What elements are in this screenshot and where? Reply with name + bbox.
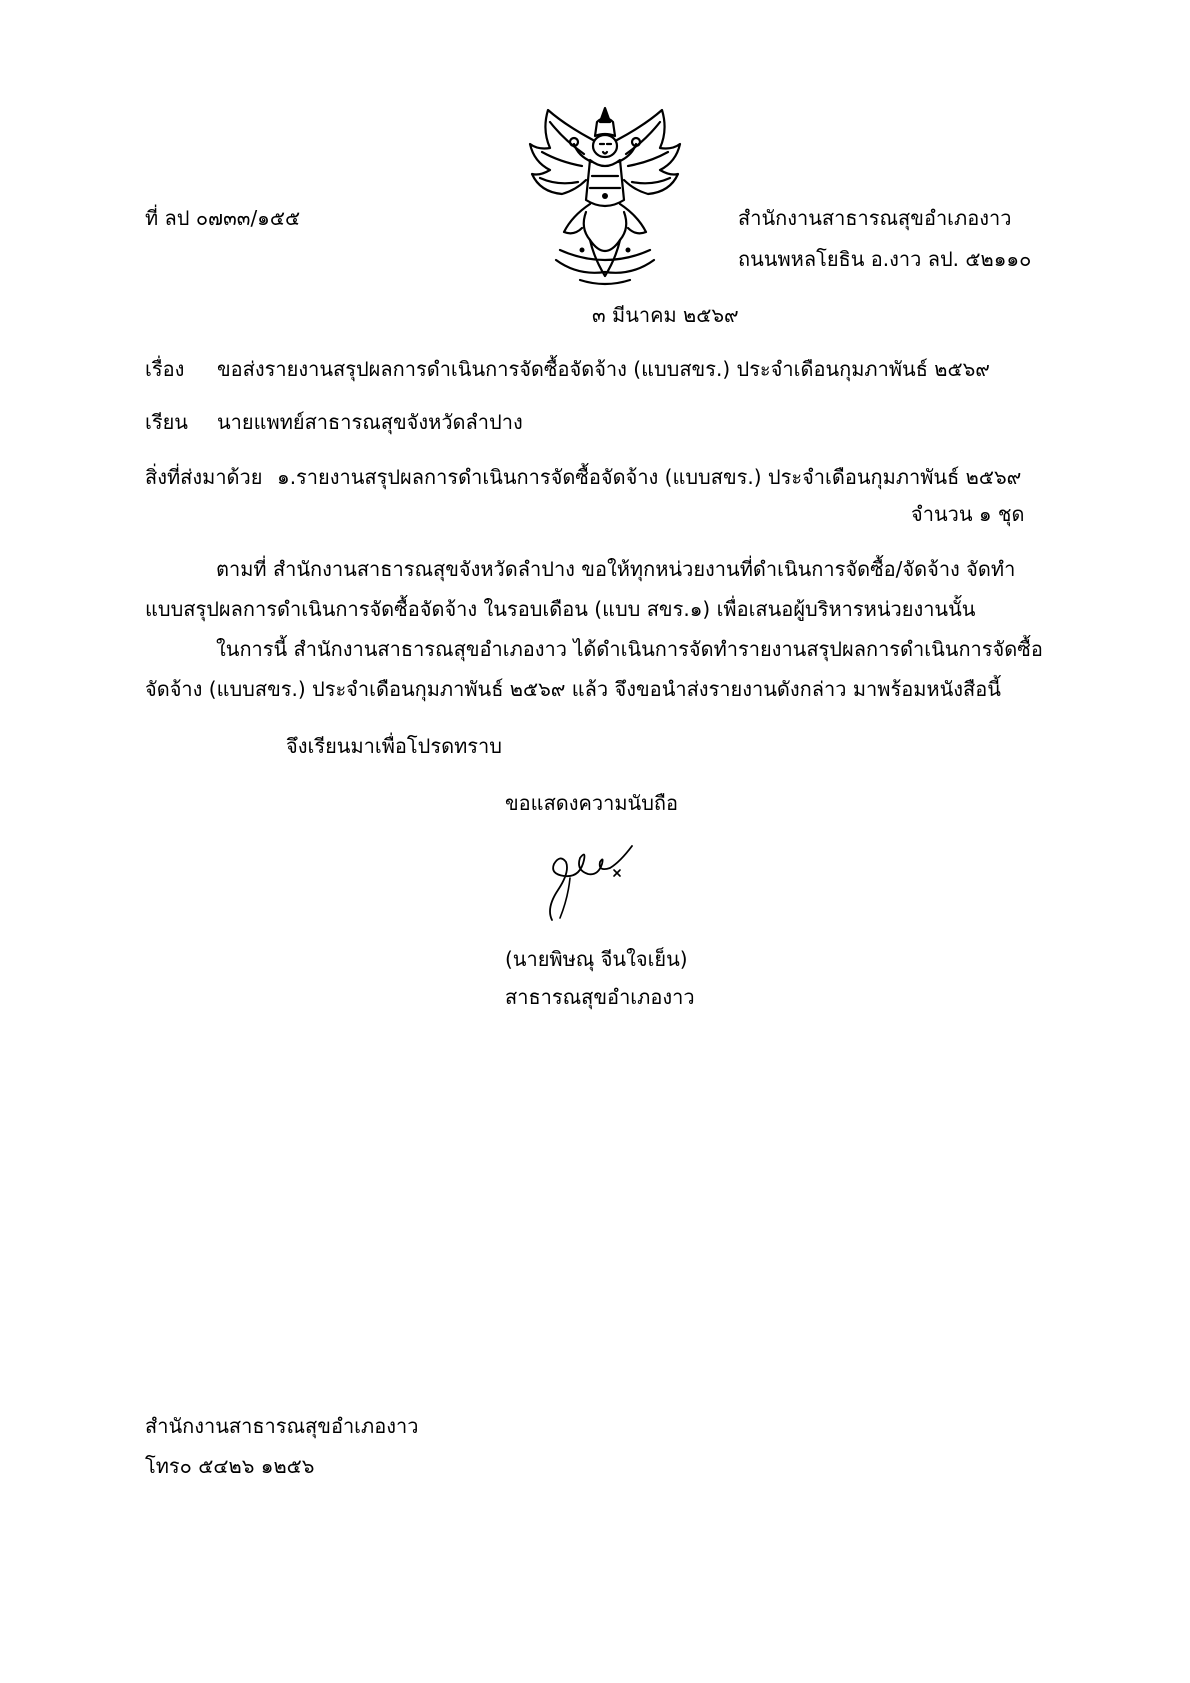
- garuda-emblem-icon: [520, 100, 690, 290]
- subject-text: ขอส่งรายงานสรุปผลการดำเนินการจัดซื้อจัดจ้าง (แบบสขร.) ประจำเดือนกุมภาพันธ์ ๒๕๖๙: [217, 357, 990, 381]
- body-paragraph-1-line-2: แบบสรุปผลการดำเนินการจัดซื้อจัดจ้าง ในรอบเดือน (แบบ สขร.๑) เพื่อเสนอผู้บริหารหน่วยงานนั้น: [145, 597, 976, 621]
- signer-name: (นายพิษณุ จีนใจเย็น): [505, 947, 688, 971]
- closing-request: จึงเรียนมาเพื่อโปรดทราบ: [286, 734, 502, 758]
- signer-title: สาธารณสุขอำเภองาว: [505, 985, 695, 1009]
- sender-office-name: สำนักงานสาธารณสุขอำเภองาว: [738, 206, 1012, 230]
- recipient-label: เรียน: [145, 410, 188, 434]
- document-number: ที่ ลป ๐๗๓๓/๑๕๕: [145, 206, 301, 230]
- enclosure-label: สิ่งที่ส่งมาด้วย: [145, 465, 263, 489]
- handwritten-signature: [540, 838, 650, 928]
- footer-phone: โทร๐ ๕๔๒๖ ๑๒๕๖: [145, 1454, 315, 1478]
- sender-office-address: ถนนพหลโยธิน อ.งาว ลป. ๕๒๑๑๐: [738, 247, 1032, 271]
- footer-office: สำนักงานสาธารณสุขอำเภองาว: [145, 1414, 419, 1438]
- body-paragraph-1-line-1: ตามที่ สำนักงานสาธารณสุขจังหวัดลำปาง ขอให้ทุกหน่วยงานที่ดำเนินการจัดซื้อ/จัดจ้าง จัดทำ: [216, 557, 1016, 581]
- enclosure-text: ๑.รายงานสรุปผลการดำเนินการจัดซื้อจัดจ้าง (แบบสขร.) ประจำเดือนกุมภาพันธ์ ๒๕๖๙: [277, 465, 1022, 489]
- recipient-text: นายแพทย์สาธารณสุขจังหวัดลำปาง: [217, 410, 523, 434]
- body-paragraph-2-line-2: จัดจ้าง (แบบสขร.) ประจำเดือนกุมภาพันธ์ ๒๕๖๙ แล้ว จึงขอนำส่งรายงานดังกล่าว มาพร้อมหนังสือนี้: [145, 677, 1001, 701]
- closing-regards: ขอแสดงความนับถือ: [505, 791, 679, 815]
- body-paragraph-2-line-1: ในการนี้ สำนักงานสาธารณสุขอำเภองาว ได้ดำเนินการจัดทำรายงานสรุปผลการดำเนินการจัดซื้อ: [216, 637, 1043, 661]
- enclosure-quantity: จำนวน ๑ ชุด: [911, 502, 1025, 526]
- letter-date: ๓ มีนาคม ๒๕๖๙: [592, 303, 739, 327]
- subject-label: เรื่อง: [145, 357, 185, 381]
